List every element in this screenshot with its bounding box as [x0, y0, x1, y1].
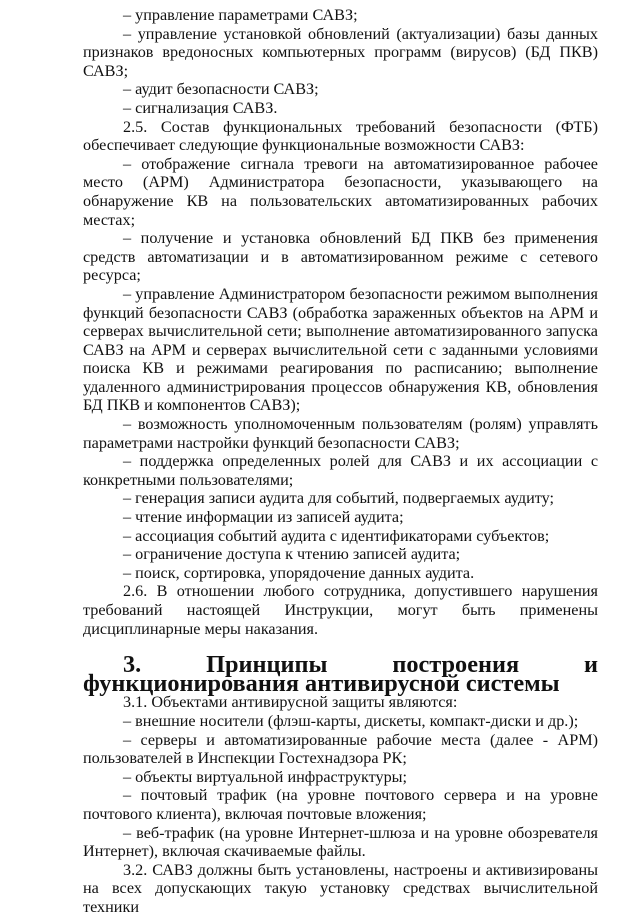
- paragraph: – получение и установка обновлений БД ПКВ без применения средств автоматизации и в автоматизированном режиме с сетевого ресурса;: [83, 229, 598, 285]
- paragraph: 3.2. САВЗ должны быть установлены, настроены и активизированы на всех допускающих такую установку средствах вычислительной техники: [83, 860, 598, 916]
- section-heading: 3. Принципы построения и функционирования антивирусной системы: [83, 651, 598, 697]
- paragraph: – почтовый трафик (на уровне почтового сервера и на уровне почтового клиента), включая почтовые вложения;: [83, 786, 598, 823]
- paragraph: – управление установкой обновлений (актуализации) базы данных признаков вредоносных компьютерных программ (вирусов) (БД ПКВ) САВЗ;: [83, 24, 598, 80]
- document-body-top: [83, 6, 598, 638]
- paragraph: – поддержка определенных ролей для САВЗ и их ассоциации с конкретными пользователями;: [83, 452, 598, 489]
- paragraph: – веб-трафик (на уровне Интернет-шлюза и на уровне обозревателя Интернет), включая скачиваемые файлы.: [83, 823, 598, 861]
- paragraph: – отображение сигнала тревоги на автоматизированное рабочее место (АРМ) Администратора безопасности, указывающего на обнаружение КВ на пользовательских автоматизированных рабочих местах;: [83, 154, 598, 229]
- paragraph: 2.5. Состав функциональных требований безопасности (ФТБ) обеспечивает следующие функциональные возможности САВЗ:: [83, 117, 598, 155]
- paragraph: – внешние носители (флэш-карты, дискеты, компакт-диски и др.);: [123, 711, 579, 730]
- paragraph: 3.1. Объектами антивирусной защиты являются:: [123, 693, 458, 712]
- paragraph: 2.6. В отношении любого сотрудника, допустившего нарушения требований настоящей Инструкции, могут быть применены дисциплинарные меры наказания.: [83, 582, 598, 638]
- paragraph: – сигнализация САВЗ.: [123, 98, 278, 117]
- paragraph: – чтение информации из записей аудита;: [123, 508, 404, 527]
- paragraph: – управление Администратором безопасности режимом выполнения функций безопасности САВЗ (обработка зараженных объектов на АРМ и серверах вычислительной сети; выполнение автоматизированного запуска САВЗ на АРМ и серверах вычислительной сети с заданными условиями поиска КВ и режимами реагирования по расписанию; выполнение удаленного администрирования процессов обнаружения КВ, обновления БД ПКВ и компонентов САВЗ);: [83, 284, 598, 415]
- paragraph: – аудит безопасности САВЗ;: [123, 80, 319, 99]
- paragraph: – поиск, сортировка, упорядочение данных аудита.: [123, 563, 475, 582]
- paragraph: – ограничение доступа к чтению записей аудита;: [123, 545, 461, 564]
- paragraph: – ассоциация событий аудита с идентификаторами субъектов;: [123, 526, 550, 545]
- paragraph: – управление параметрами САВЗ;: [123, 6, 358, 24]
- document-body-bottom: [83, 693, 598, 916]
- paragraph: – возможность уполномоченным пользователям (ролям) управлять параметрами настройки функций безопасности САВЗ;: [83, 415, 598, 452]
- paragraph: – серверы и автоматизированные рабочие места (далее - АРМ) пользователей в Инспекции Гостехнадзора РК;: [83, 730, 598, 768]
- paragraph: – генерация записи аудита для событий, подвергаемых аудиту;: [123, 489, 555, 508]
- paragraph: – объекты виртуальной инфраструктуры;: [123, 767, 408, 786]
